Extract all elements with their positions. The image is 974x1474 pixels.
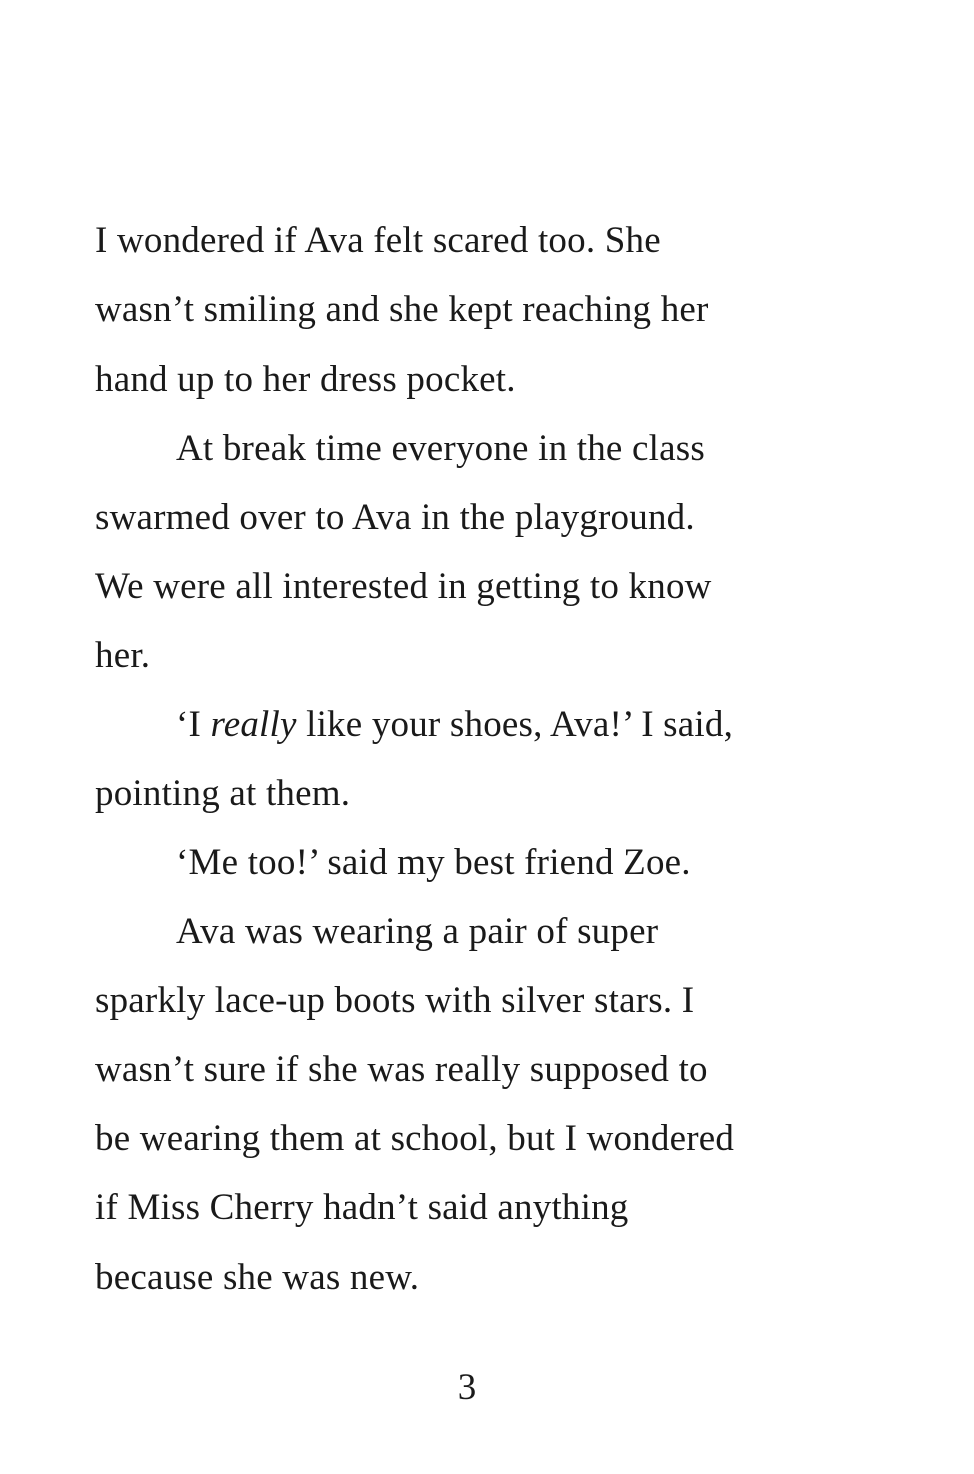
text-line: sparkly lace-up boots with silver stars. I xyxy=(95,980,695,1021)
text-run: ‘I xyxy=(176,704,211,745)
emphasized-word: really xyxy=(210,704,297,745)
text-line: if Miss Cherry hadn’t said anything xyxy=(95,1187,629,1228)
text-line: We were all interested in getting to know xyxy=(95,566,712,607)
text-line: be wearing them at school, but I wondered xyxy=(95,1118,735,1159)
text-line-paragraph-start xyxy=(176,703,733,747)
text-line: wasn’t sure if she was really supposed to xyxy=(95,1049,708,1090)
text-line: hand up to her dress pocket. xyxy=(95,359,516,400)
page-number: 3 xyxy=(457,1367,477,1408)
text-line: because she was new. xyxy=(95,1257,420,1298)
text-line-paragraph-start: Ava was wearing a pair of super xyxy=(176,911,659,952)
text-line: her. xyxy=(95,635,151,676)
text-line: I wondered if Ava felt scared too. She xyxy=(95,220,661,261)
text-line: wasn’t smiling and she kept reaching her xyxy=(95,289,709,330)
text-line-paragraph-start: ‘Me too!’ said my best friend Zoe. xyxy=(176,842,691,883)
text-line: swarmed over to Ava in the playground. xyxy=(95,497,695,538)
text-line: pointing at them. xyxy=(95,773,351,814)
text-line-paragraph-start: At break time everyone in the class xyxy=(176,428,705,469)
text-run: like your shoes, Ava!’ I said, xyxy=(296,704,734,745)
